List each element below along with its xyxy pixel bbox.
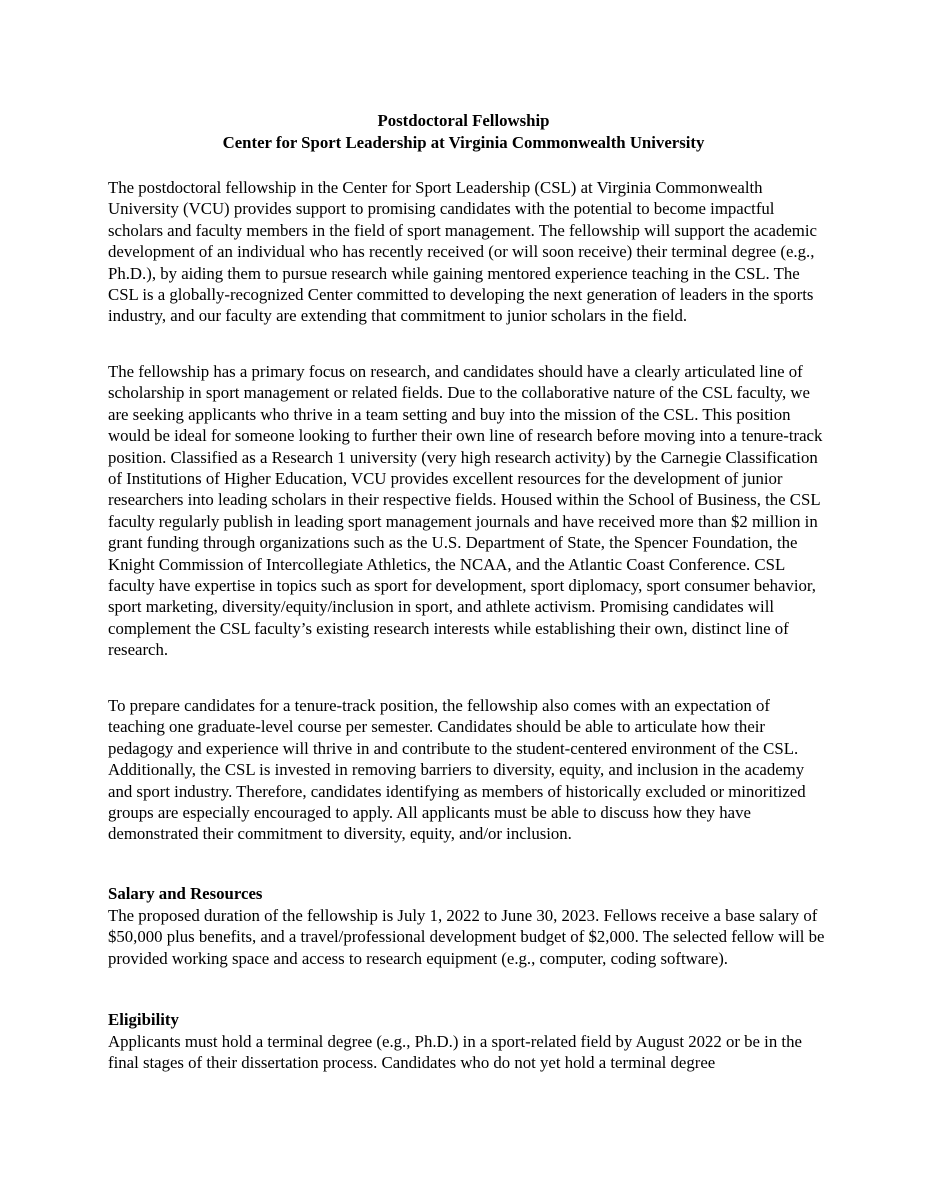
eligibility-section-heading: Eligibility [108,1010,179,1029]
salary-section-body: The proposed duration of the fellowship is July 1, 2022 to June 30, 2023. Fellows receive a base salary of $50,000 plus benefits, and a travel/professional development budget of $2,000. The selected fellow will be provided working space and access to research equipment (e.g., computer, coding software). [108,906,825,968]
eligibility-section-body: Applicants must hold a terminal degree (e.g., Ph.D.) in a sport-related field by August 2022 or be in the final stages of their dissertation process. Candidates who do not yet hold a terminal degree [108,1032,802,1073]
research-focus-paragraph: The fellowship has a primary focus on research, and candidates should have a clearly articulated line of scholarship in sport management or related fields. Due to the collaborative nature of the CSL faculty, we are seeking applicants who thrive in a team setting and buy into the mission of the CSL. This position would be ideal for someone looking to further their own line of research before moving into a tenure-track position. Classified as a Research 1 university (very high research activity) by the Carnegie Classification of Institutions of Higher Education, VCU provides excellent resources for the development of junior researchers into leading scholars in their respective fields. Housed within the School of Business, the CSL faculty regularly publish in leading sport management journals and have received more than $2 million in grant funding through organizations such as the U.S. Department of State, the Spencer Foundation, the Knight Commission of Intercollegiate Athletics, the NCAA, and the Atlantic Coast Conference. CSL faculty have expertise in topics such as sport for development, sport diplomacy, sport consumer behavior, sport marketing, diversity/equity/inclusion in sport, and athlete activism. Promising candidates will complement the CSL faculty’s existing research interests while establishing their own, distinct line of research. [108,362,823,660]
document-subtitle: Center for Sport Leadership at Virginia Commonwealth University [222,133,705,152]
document-title: Postdoctoral Fellowship [377,111,550,130]
salary-section-heading: Salary and Resources [108,884,263,903]
teaching-paragraph: To prepare candidates for a tenure-track position, the fellowship also comes with an expectation of teaching one graduate-level course per semester. Candidates should be able to articulate how their pedagogy and experience will thrive in and contribute to the student-centered environment of the CSL. Additionally, the CSL is invested in removing barriers to diversity, equity, and inclusion in the academy and sport industry. Therefore, candidates identifying as members of historically excluded or minoritized groups are especially encouraged to apply. All applicants must be able to discuss how they have demonstrated their commitment to diversity, equity, and/or inclusion. [108,696,806,844]
intro-paragraph: The postdoctoral fellowship in the Center for Sport Leadership (CSL) at Virginia Commonwealth University (VCU) provides support to promising candidates with the potential to become impactful scholars and faculty members in the field of sport management. The fellowship will support the academic development of an individual who has recently received (or will soon receive) their terminal degree (e.g., Ph.D.), by aiding them to pursue research while gaining mentored experience teaching in the CSL. The CSL is a globally-recognized Center committed to developing the next generation of leaders in the sports industry, and our faculty are extending that commitment to junior scholars in the field. [108,178,817,326]
